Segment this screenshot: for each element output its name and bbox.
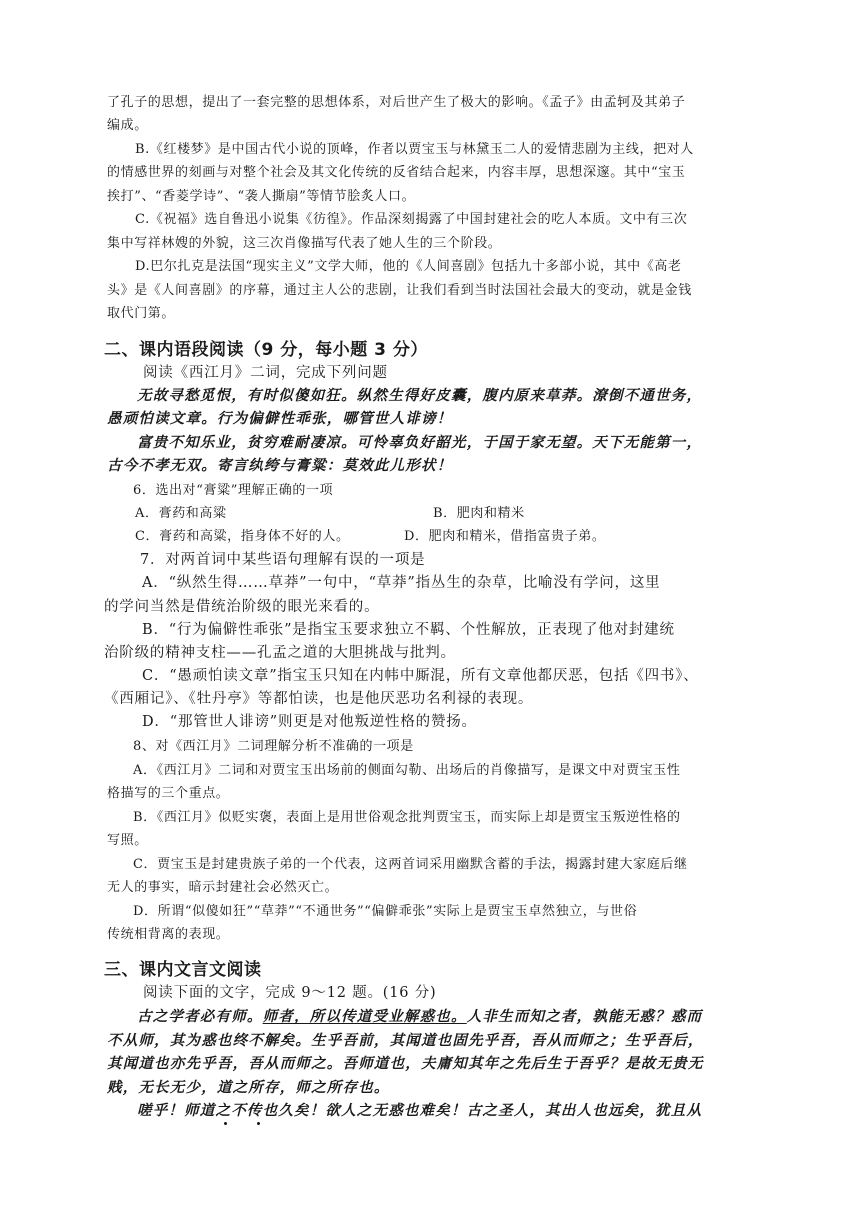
question-7-option-d: D．“那管世人诽谤”则更是对他叛逆性格的赞扬。 — [142, 714, 477, 730]
passage-text: 古之学者必有师。 — [137, 1008, 263, 1025]
passage-line: 其闻道也亦先乎吾，吾从而师之。吾师道也，夫庸知其年之先后生于吾乎？是故无贵无 — [107, 1055, 704, 1072]
question-8-option-d: 传统相背离的表现。 — [107, 927, 230, 942]
question-8-option-a: A．《西江月》二词和对贾宝玉出场前的侧面勾勒、出场后的肖像描写，是课文中对贾宝玉性 — [133, 763, 681, 778]
question-7-option-c: 《西厢记》、《牡丹亭》等都怕读，也是他厌恶功名利禄的表现。 — [104, 691, 534, 707]
section-heading-3: 三、课内文言文阅读 — [104, 960, 262, 980]
option-d-line: 取代门第。 — [107, 306, 176, 321]
passage-line — [137, 1010, 702, 1025]
text-line: 编成。 — [107, 118, 148, 133]
section-intro: 阅读《西江月》二词，完成下列问题 — [143, 365, 388, 381]
question-8-option-d: D．所谓“似傻如狂”“草莽”“不通世务”“偏僻乖张”实际上是贾宝玉卓然独立，与世俗 — [133, 904, 638, 919]
question-8-option-a: 格描写的三个重点。 — [107, 786, 230, 801]
question-7-option-a: A．“纵然生得……草莽”一句中，“草莽”指丛生的杂草，比喻没有学问，这里 — [142, 575, 661, 591]
option-c-line: C.《祝福》选自鲁迅小说集《彷徨》。作品深刻揭露了中国封建社会的吃人本质。文中有三次 — [135, 212, 688, 227]
text-line: 了孔子的思想，提出了一套完整的思想体系，对后世产生了极大的影响。《孟子》由孟轲及其弟子 — [107, 95, 686, 110]
question-8-option-b: B．《西江月》似贬实褒，表面上是用世俗观念批判贾宝玉，而实际上却是贾宝玉叛逆性格的 — [133, 810, 681, 825]
question-8-option-b: 写照。 — [107, 833, 148, 848]
passage-text: 人非生而知之者，孰能无惑？惑而 — [466, 1008, 703, 1025]
question-8-stem: 8、对《西江月》二词理解分析不准确的一项是 — [133, 739, 414, 754]
option-c-line: 集中写祥林嫂的外貌，这三次肖像描写代表了她人生的三个阶段。 — [107, 236, 502, 251]
poem-line: 无故寻愁觅恨，有时似傻如狂。纵然生得好皮囊，腹内原来草莽。潦倒不通世务， — [137, 387, 703, 404]
emphasis-dot — [257, 1122, 260, 1125]
poem-line: 富贵不知乐业，贫穷难耐凄凉。可怜辜负好韶光，于国于家无望。天下无能第一， — [137, 434, 703, 451]
question-6-option-a: A．膏药和高粱 — [135, 506, 227, 521]
question-7-option-a: 的学问当然是借统治阶级的眼光来看的。 — [104, 599, 380, 615]
underlined-sentence: 师者，所以传道受业解惑也。 — [262, 1008, 467, 1025]
poem-line: 愚顽怕读文章。行为偏僻性乖张，哪管世人诽谤！ — [107, 410, 453, 427]
passage-line: 嗟乎！师道之不传也久矣！欲人之无惑也难矣！古之圣人，其出人也远矣，犹且从 — [137, 1102, 703, 1119]
question-6-option-d: D．肥肉和精米，借指富贵子弟。 — [404, 529, 606, 544]
question-6-option-c: C．膏药和高粱，指身体不好的人。 — [135, 529, 350, 544]
option-b-line: B.《红楼梦》是中国古代小说的顶峰，作者以贾宝玉与林黛玉二人的爱情悲剧为主线，把对人 — [135, 142, 694, 157]
question-6-option-b: B．肥肉和精米 — [433, 506, 525, 521]
emphasis-dot — [224, 1122, 227, 1125]
question-8-option-c: C．贾宝玉是封建贵族子弟的一个代表，这两首词采用幽默含蓄的手法，揭露封建大家庭后继 — [133, 857, 688, 872]
question-8-option-c: 无人的事实，暗示封建社会必然灭亡。 — [107, 880, 339, 895]
section-heading-2: 二、课内语段阅读（9 分，每小题 3 分） — [104, 340, 428, 360]
question-6-stem: 6．选出对“膏粱”理解正确的一项 — [133, 483, 334, 498]
passage-line: 不从师，其为惑也终不解矣。生乎吾前，其闻道也固先乎吾，吾从而师之；生乎吾后， — [107, 1032, 704, 1049]
question-7-option-b: B．“行为偏僻性乖张”是指宝玉要求独立不羁、个性解放，正表现了他对封建统 — [142, 622, 675, 638]
question-7-option-c: C．“愚顽怕读文章”指宝玉只知在内帏中厮混，所有文章他都厌恶，包括《四书》、 — [142, 668, 699, 684]
option-b-line: 的情感世界的刻画与对整个社会及其文化传统的反省结合起来，内容丰厚，思想深邃。其中“宝玉 — [107, 165, 686, 180]
poem-line: 古今不孝无双。寄言纨绔与膏粱：莫效此儿形状！ — [107, 457, 453, 474]
option-d-line: D.巴尔扎克是法国“现实主义”文学大师，他的《人间喜剧》包括九十多部小说，其中《高老 — [135, 259, 682, 274]
passage-line: 贱，无长无少，道之所存，师之所存也。 — [107, 1079, 390, 1096]
question-7-stem: 7．对两首词中某些语句理解有误的一项是 — [140, 552, 426, 568]
option-b-line: 挨打”、“香菱学诗”、“袭人撕扇”等情节脍炙人口。 — [107, 189, 416, 204]
option-d-line: 头》是《人间喜剧》的序幕，通过主人公的悲剧，让我们看到当时法国社会最大的变动，就是金钱 — [107, 283, 692, 298]
question-7-option-b: 治阶级的精神支柱——孔孟之道的大胆挑战与批判。 — [104, 645, 456, 661]
section-intro: 阅读下面的文字，完成 9～12 题。(16 分) — [143, 985, 437, 1001]
